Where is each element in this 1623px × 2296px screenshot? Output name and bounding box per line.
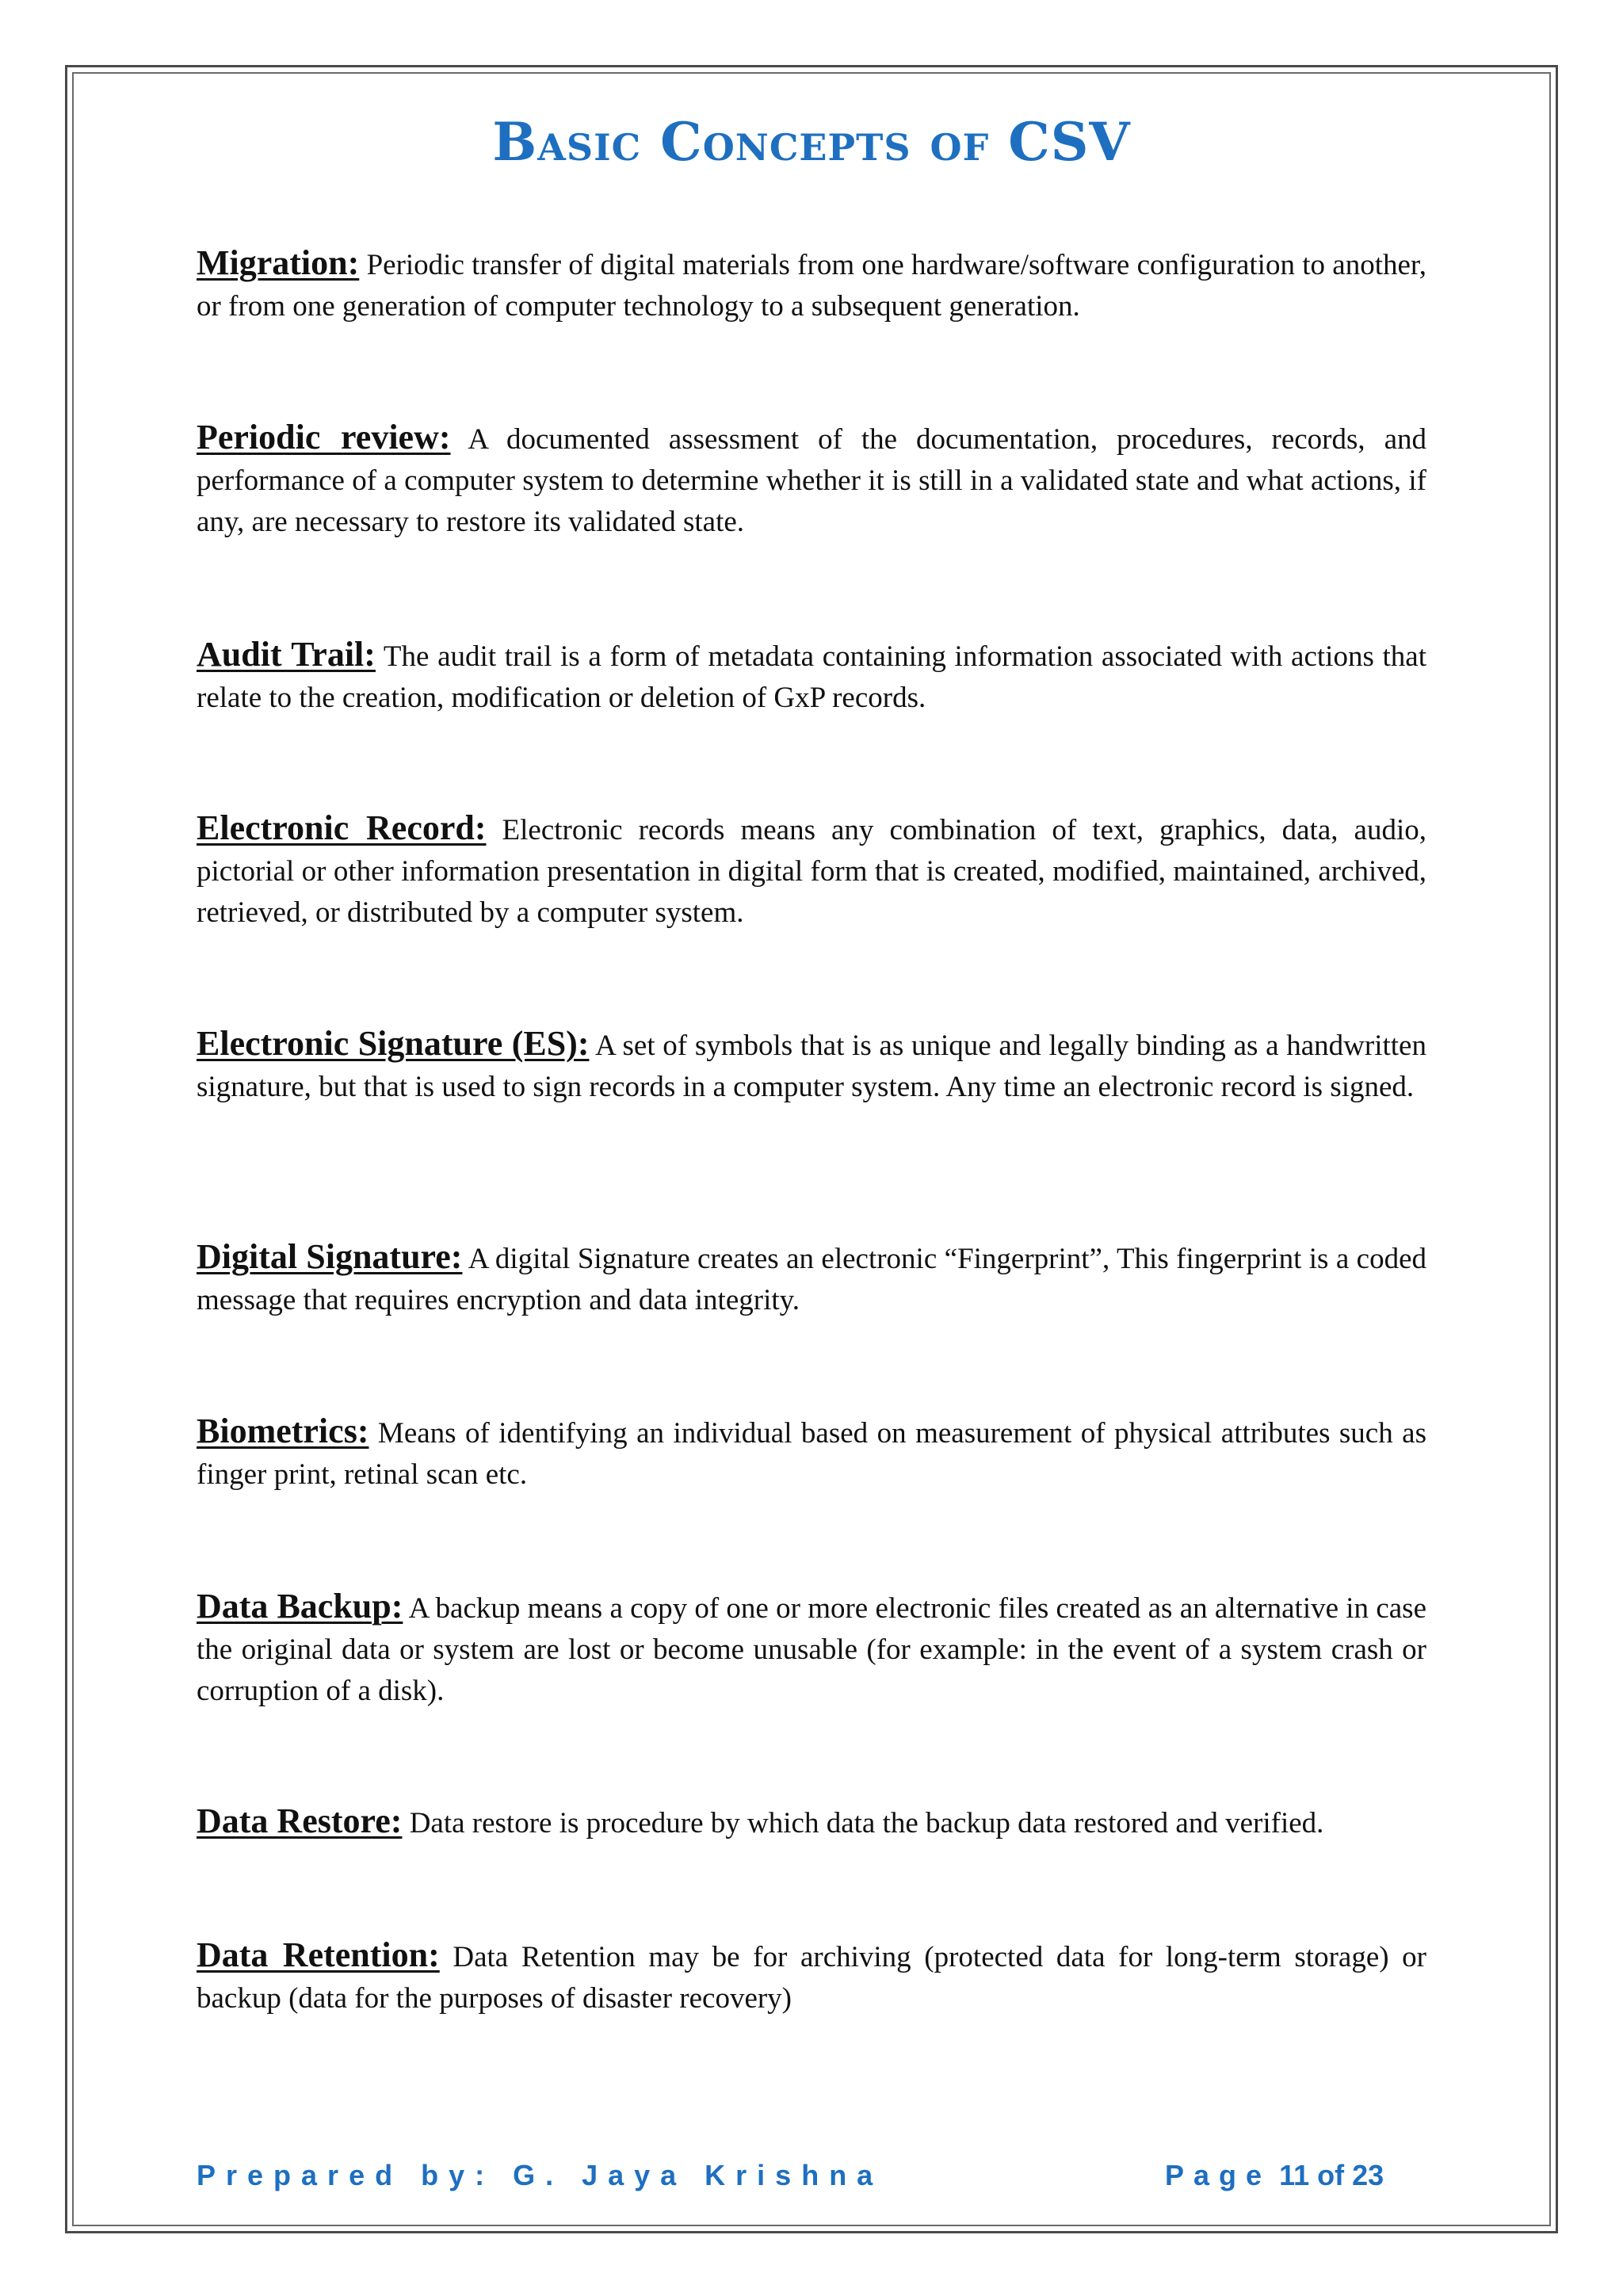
definition-entry-data-retention [197,1935,1426,2019]
definition-entry-electronic-record [197,808,1426,934]
term-label: Biometrics: [197,1412,369,1450]
term-label: Migration: [197,243,360,282]
term-label: Digital Signature: [197,1237,463,1276]
page-border-inner [72,72,1551,2226]
definition-entry-audit-trail [197,634,1426,719]
definition-text: A documented assessment of the documentation, procedures, records, and performance of a computer system to determine whether it is still in a validated state and what actions, if any, are necessary to restore its validated state. [197,423,1426,538]
term-label: Periodic review: [197,418,451,457]
footer-prepared-by: Prepared by: G. Jaya Krishna [197,2159,884,2191]
page-total: 23 [1352,2159,1384,2191]
definition-entry-biometrics [197,1411,1426,1496]
definition-text: Periodic transfer of digital materials from one hardware/software configuration to another, or from one generation of computer technology to a subsequent generation. [197,249,1426,323]
footer-page-number [1165,2159,1384,2192]
definition-text: A digital Signature creates an electronic “Fingerprint”, This fingerprint is a coded message that requires encryption and data integrity. [197,1243,1426,1316]
term-label: Electronic Signature (ES): [197,1024,590,1063]
term-label: Data Restore: [197,1801,403,1840]
definition-entry-periodic-review [197,417,1426,543]
term-label: Data Retention: [197,1935,440,1974]
definition-entry-digital-signature [197,1236,1426,1321]
definition-text: Data restore is procedure by which data the backup data restored and verified. [402,1807,1324,1839]
definition-entry-migration [197,243,1426,327]
definition-entry-data-backup [197,1586,1426,1712]
definition-text: Electronic records means any combination of text, graphics, data, audio, pictorial or other information presentation in digital form that is created, modified, maintained, archived, retrieved, or distributed by a computer system. [197,814,1426,929]
term-label: Data Backup: [197,1587,403,1626]
definition-text: Means of identifying an individual based on measurement of physical attributes such as finger print, retinal scan etc. [197,1417,1426,1491]
page-label: Page [1165,2159,1272,2191]
definition-text: A backup means a copy of one or more electronic files created as an alternative in case the original data or system are lost or become unusable (for example: in the event of a system crash or corruption of a disk). [197,1592,1426,1707]
term-label: Electronic Record: [197,808,487,847]
definition-text: The audit trail is a form of metadata containing information associated with actions that relate to the creation, modification or deletion of GxP records. [197,640,1427,714]
page-title: Basic Concepts of CSV [492,111,1131,173]
definition-text: A set of symbols that is as unique and legally binding as a handwritten signature, but that is used to sign records in a computer system. Any time an electronic record is signed. [197,1030,1426,1103]
definition-entry-electronic-signature [197,1023,1426,1108]
term-label: Audit Trail: [197,635,376,674]
definition-text: Data Retention may be for archiving (protected data for long-term storage) or backup (data for the purposes of disaster recovery) [197,1941,1427,2015]
definition-entry-data-restore [197,1801,1426,1844]
page-of: of [1317,2159,1345,2191]
page-current: 11 [1279,2159,1310,2191]
